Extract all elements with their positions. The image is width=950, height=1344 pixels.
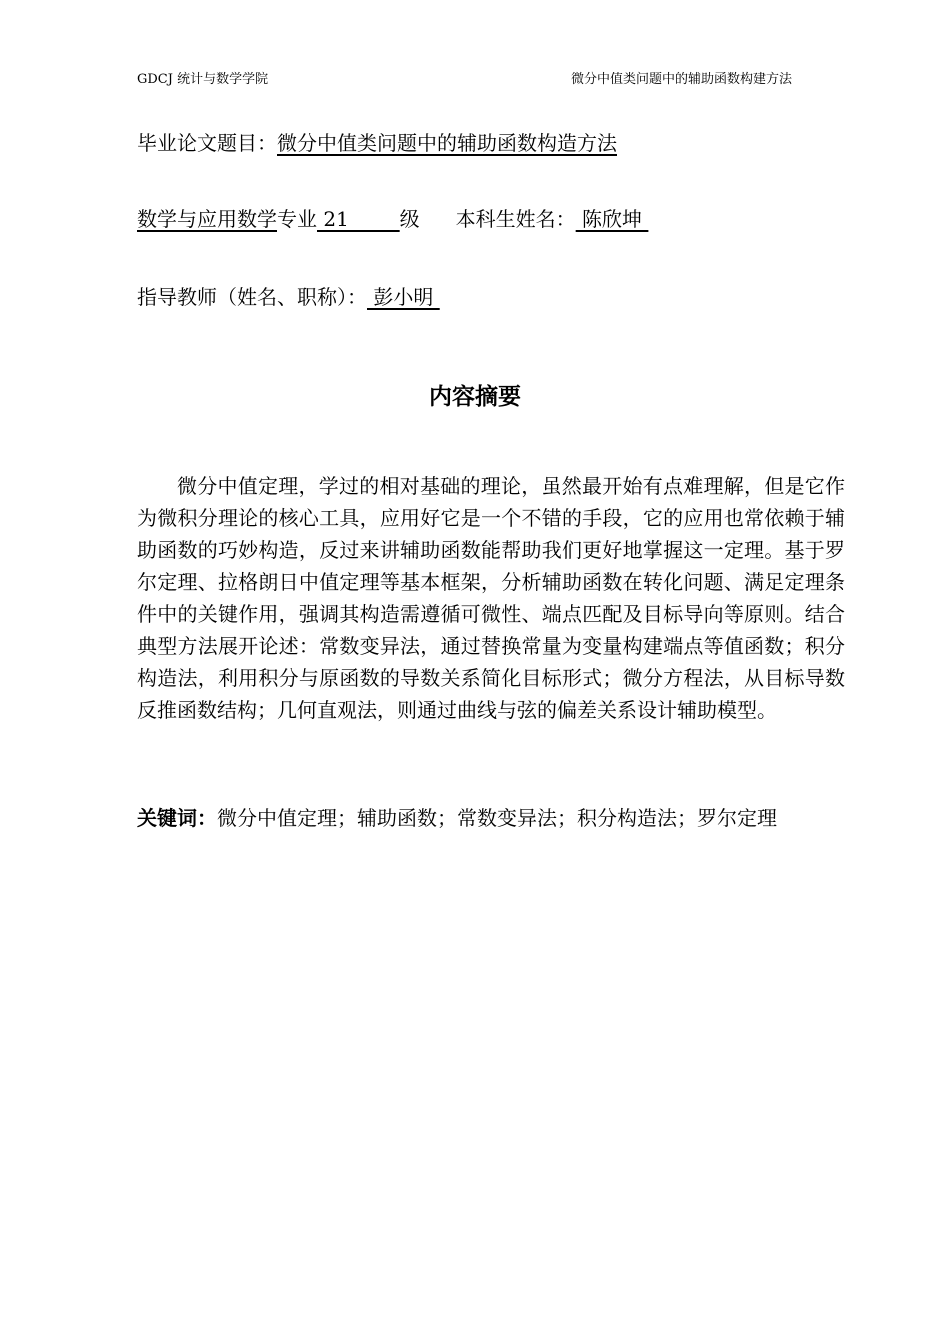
header-right-text: 微分中值类问题中的辅助函数构建方法 (570, 72, 792, 87)
grade-value: 21 (317, 207, 400, 231)
abstract-body: 微分中值定理，学过的相对基础的理论，虽然最开始有点难理解，但是它作为微积分理论的核心工具，应用好它是一个不错的手段，它的应用也常依赖于辅助函数的巧妙构造，反过来讲辅助函数能帮助我们更好地掌握这一定理。基于罗尔定理、拉格朗日中值定理等基本框架，分析辅助函数在转化问题、满足定理条件中的关键作用，强调其构造需遵循可微性、端点匹配及目标导向等原则。结合典型方法展开论述：常数变异法，通过替换常量为变量构建端点等值函数；积分构造法，利用积分与原函数的导数关系简化目标形式；微分方程法，从目标导数反推函数结构；几何直观法，则通过曲线与弦的偏差关系设计辅助模型。 (137, 474, 845, 722)
keywords-value: 微分中值定理；辅助函数；常数变异法；积分构造法；罗尔定理 (217, 806, 777, 830)
major-grade-student-row (137, 204, 648, 234)
keywords-label: 关键词： (137, 806, 217, 830)
keywords-paragraph (137, 794, 837, 842)
page-header (137, 70, 792, 90)
advisor-name: 彭小明 (367, 285, 440, 309)
abstract-heading: 内容摘要 (429, 384, 521, 410)
student-label: 本科生姓名： (455, 207, 576, 231)
grade-suffix: 级 (399, 207, 420, 231)
major-suffix: 专业 (277, 207, 317, 231)
header-left-text: GDCJ 统计与数学学院 (137, 72, 269, 87)
thesis-title-label: 毕业论文题目： (137, 131, 277, 155)
advisor-label: 指导教师（姓名、职称）： (137, 285, 367, 309)
thesis-title-row (137, 128, 617, 158)
advisor-row (137, 282, 440, 312)
major-value: 数学与应用数学 (137, 207, 277, 231)
thesis-title-value: 微分中值类问题中的辅助函数构造方法 (277, 131, 617, 155)
student-name: 陈欣坤 (575, 207, 649, 231)
